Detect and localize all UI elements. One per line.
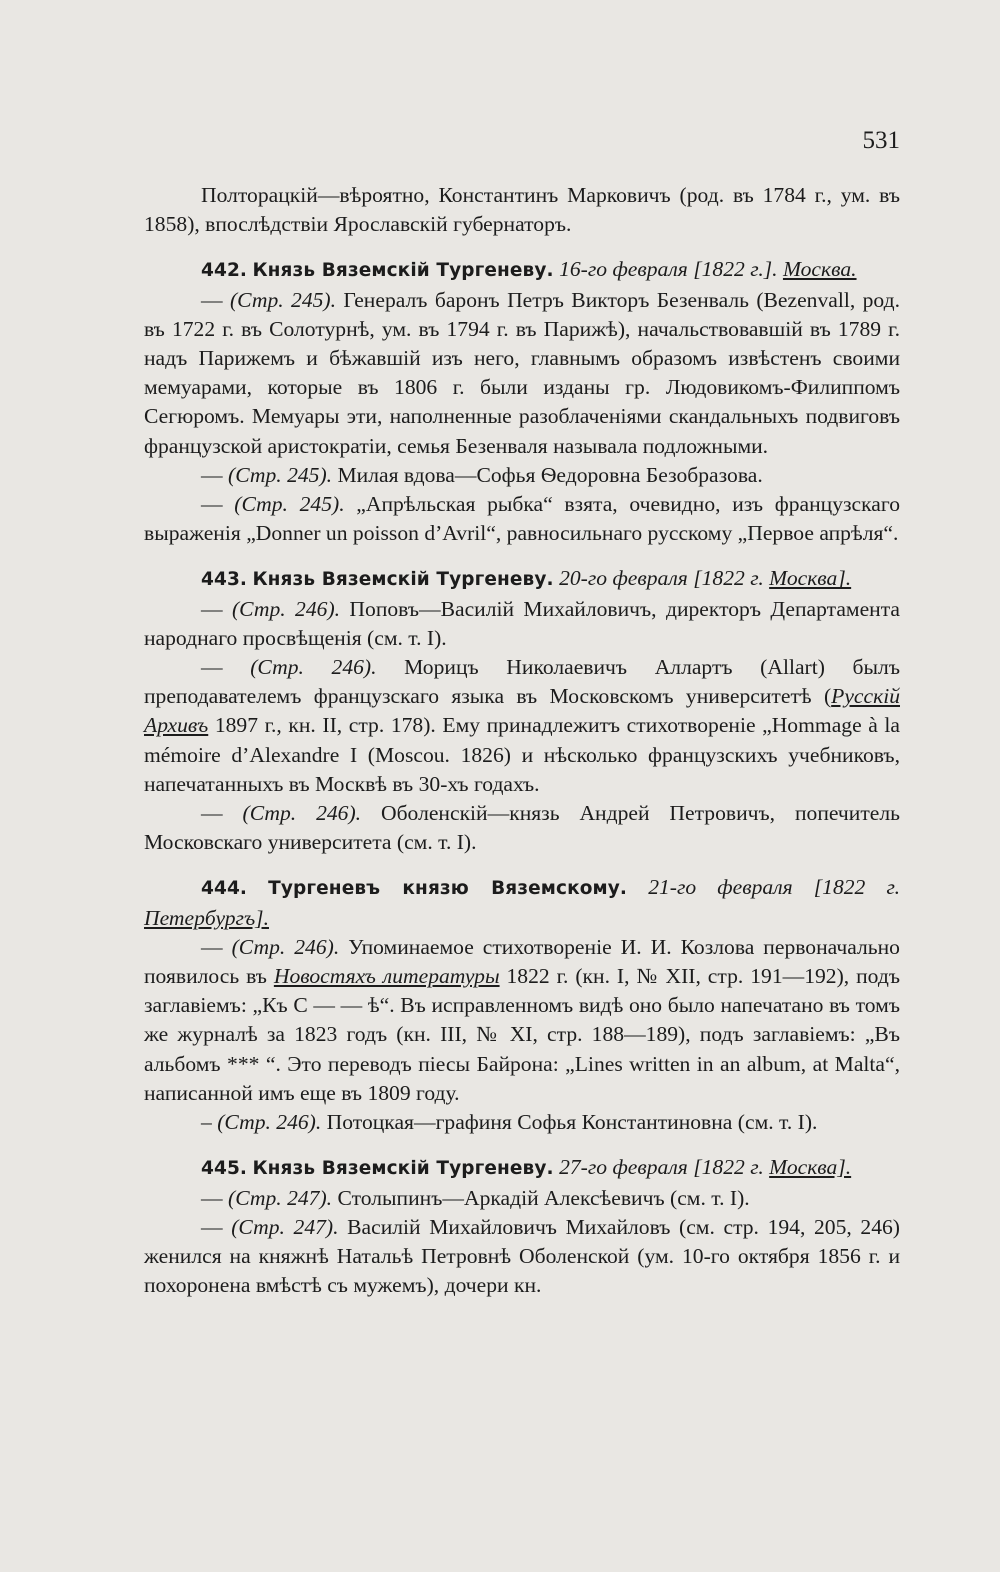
page-ref: (Стр. 246). — [242, 801, 362, 826]
letter-date: 21-го февраля [1822 г. — [648, 875, 901, 900]
page-ref: (Стр. 247). — [228, 1185, 333, 1210]
letter-place: Петербургъ]. — [144, 905, 269, 930]
note: — (Стр. 245). Генералъ баронъ Петръ Викторъ Безенваль (Bezenvall, род. въ 1722 г. въ Солотурнѣ, ум. въ 1794 г. въ Парижѣ), начальствовавшій въ 1789 г. надъ Парижемъ и бѣжавшій изъ него, главнымъ образомъ извѣстенъ своими мемуарами, которые въ 1806 г. были изданы гр. Людовикомъ-Филиппомъ Сегюромъ. Мемуары эти, наполненные разоблаченіями скандальныхъ подвиговъ французской аристократіи, семья Безенваля называла подложными. — [144, 287, 900, 458]
note: — (Стр. 245). „Апрѣльская рыбка“ взята, очевидно, изъ французскаго выраженія „Donner un poisson d’Avril“, равносильнаго русскому „Первое апрѣля“. — [144, 492, 900, 546]
letter-date: 16-го февраля [1822 г.]. — [559, 257, 778, 282]
letter-date: 20-го февраля [1822 г. — [559, 566, 764, 591]
note: — (Стр. 245). Милая вдова—Софья Ѳедоровна Безобразова. — [201, 462, 763, 487]
page-ref: (Стр. 246). — [217, 1110, 322, 1135]
letter-heading-444 — [144, 873, 900, 932]
page-number: 531 — [862, 127, 900, 154]
note: — (Стр. 247). Столыпинъ—Аркадій Алексѣевичъ (см. т. I). — [201, 1185, 750, 1210]
journal-title: Русскій Архивъ — [144, 684, 900, 738]
note: – (Стр. 246). Потоцкая—графиня Софья Константиновна (см. т. I). — [201, 1110, 818, 1135]
letter-heading-443 — [144, 564, 900, 594]
note: — (Стр. 246). Упоминаемое стихотвореніе И. И. Козлова первоначально появилось въ Новостяхъ литературы 1822 г. (кн. I, № XII, стр. 191—192), подъ заглавіемъ: „Къ С — — ѣ“. Въ исправленномъ видѣ оно было напечатано въ томъ же журналѣ за 1823 годъ (кн. III, № XI, стр. 188—189), подъ заглавіемъ: „Въ альбомъ *** “. Это переводъ піесы Байрона: „Lines written in an album, at Malta“, написанной имъ еще въ 1809 году. — [144, 934, 900, 1105]
letter-title: Князь Вяземскій Тургеневу. — [252, 1158, 554, 1180]
letter-title: Князь Вяземскій Тургеневу. — [252, 569, 554, 591]
note: — (Стр. 247). Василій Михайловичъ Михайловъ (см. стр. 194, 205, 246) женился на княжнѣ Натальѣ Петровнѣ Оболенской (ум. 10-го октября 1856 г. и похоронена вмѣстѣ съ мужемъ), дочери кн. — [144, 1214, 900, 1298]
letter-number: 443. — [201, 569, 248, 591]
note: — (Стр. 246). Оболенскій—князь Андрей Петровичъ, попечитель Московскаго университета (см. т. I). — [144, 801, 900, 855]
page-ref: (Стр. 245). — [234, 492, 345, 517]
letter-number: 442. — [201, 260, 248, 282]
letter-number: 444. — [201, 878, 248, 900]
note: — (Стр. 246). Поповъ—Василій Михайловичъ, директоръ Департамента народнаго просвѣщенія (см. т. I). — [144, 596, 900, 650]
page-ref: (Стр. 246). — [231, 596, 341, 621]
letter-place: Москва]. — [769, 566, 852, 591]
letter-number: 445. — [201, 1158, 248, 1180]
journal-title: Новостяхъ литературы — [273, 964, 500, 989]
note: — (Стр. 246). Морицъ Николаевичъ Аллартъ (Allart) былъ преподавателемъ французскаго языка въ Московскомъ университетѣ (Русскій Архивъ 1897 г., кн. II, стр. 178). Ему принадлежитъ стихотвореніе „Hommage à la mémoire d’Alexandre I (Moscou. 1826) и нѣсколько французскихъ учебниковъ, напечатанныхъ въ Москвѣ въ 30-хъ годахъ. — [144, 655, 900, 796]
intro-paragraph: Полторацкій—вѣроятно, Константинъ Марковичъ (род. въ 1784 г., ум. въ 1858), впослѣдствіи Ярославскій губернаторъ. — [144, 183, 900, 237]
letter-place: Москва. — [782, 257, 857, 282]
page-ref: (Стр. 245). — [228, 462, 333, 487]
letter-title: Тургеневъ князю Вяземскому. — [268, 878, 628, 900]
letter-heading-445 — [144, 1153, 900, 1183]
page-ref: (Стр. 247). — [231, 1214, 339, 1239]
letter-date: 27-го февраля [1822 г. — [559, 1155, 764, 1180]
main-text — [144, 181, 900, 1300]
letter-heading-442 — [144, 255, 900, 285]
letter-title: Князь Вяземскій Тургеневу. — [252, 260, 554, 282]
page-ref: (Стр. 246). — [231, 934, 340, 959]
page-ref: (Стр. 246). — [250, 655, 377, 680]
letter-place: Москва]. — [769, 1155, 852, 1180]
page-ref: (Стр. 245). — [229, 287, 337, 312]
